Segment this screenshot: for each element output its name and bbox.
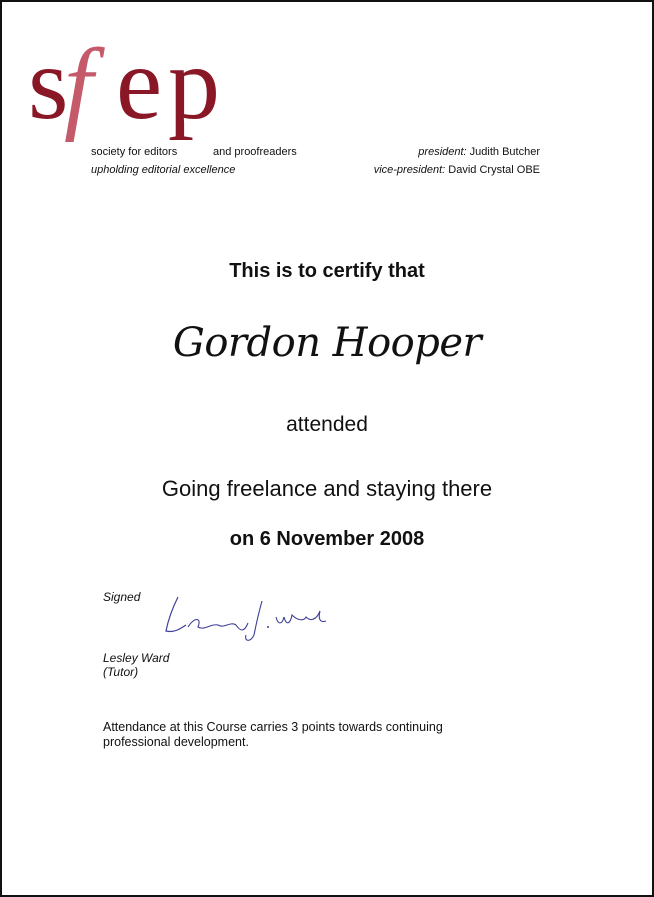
- org-name-part2: and proofreaders: [213, 146, 297, 158]
- president-line: [418, 146, 540, 158]
- president-role: president:: [418, 146, 467, 158]
- certify-heading: This is to certify that: [229, 260, 425, 282]
- logo-letter-f: f: [64, 28, 93, 143]
- vice-president-line: [374, 164, 540, 176]
- signed-label: Signed: [103, 590, 141, 604]
- logo-letter-p: p: [168, 26, 220, 141]
- president-name: Judith Butcher: [469, 146, 540, 158]
- vice-president-name: David Crystal OBE: [448, 164, 540, 176]
- course-title: Going freelance and staying there: [161, 476, 493, 501]
- tutor-name: Lesley Ward: [103, 651, 170, 665]
- handwritten-signature: [158, 587, 338, 647]
- logo-letter-s: s: [28, 26, 69, 141]
- vice-president-role: vice-president:: [373, 164, 446, 176]
- tutor-role: (Tutor): [103, 665, 139, 679]
- org-name-part1: society for editors: [91, 146, 178, 158]
- logo-letter-e: e: [116, 26, 163, 141]
- recipient-name: Gordon Hooper: [172, 320, 482, 366]
- tutor-block: [103, 651, 169, 679]
- sfep-logo: [26, 24, 256, 154]
- org-tagline: upholding editorial excellence: [91, 164, 236, 176]
- course-date: on 6 November 2008: [229, 528, 425, 550]
- cpd-note: Attendance at this Course carries 3 points towards continuing professional development.: [103, 720, 443, 749]
- attended-text: attended: [286, 413, 368, 436]
